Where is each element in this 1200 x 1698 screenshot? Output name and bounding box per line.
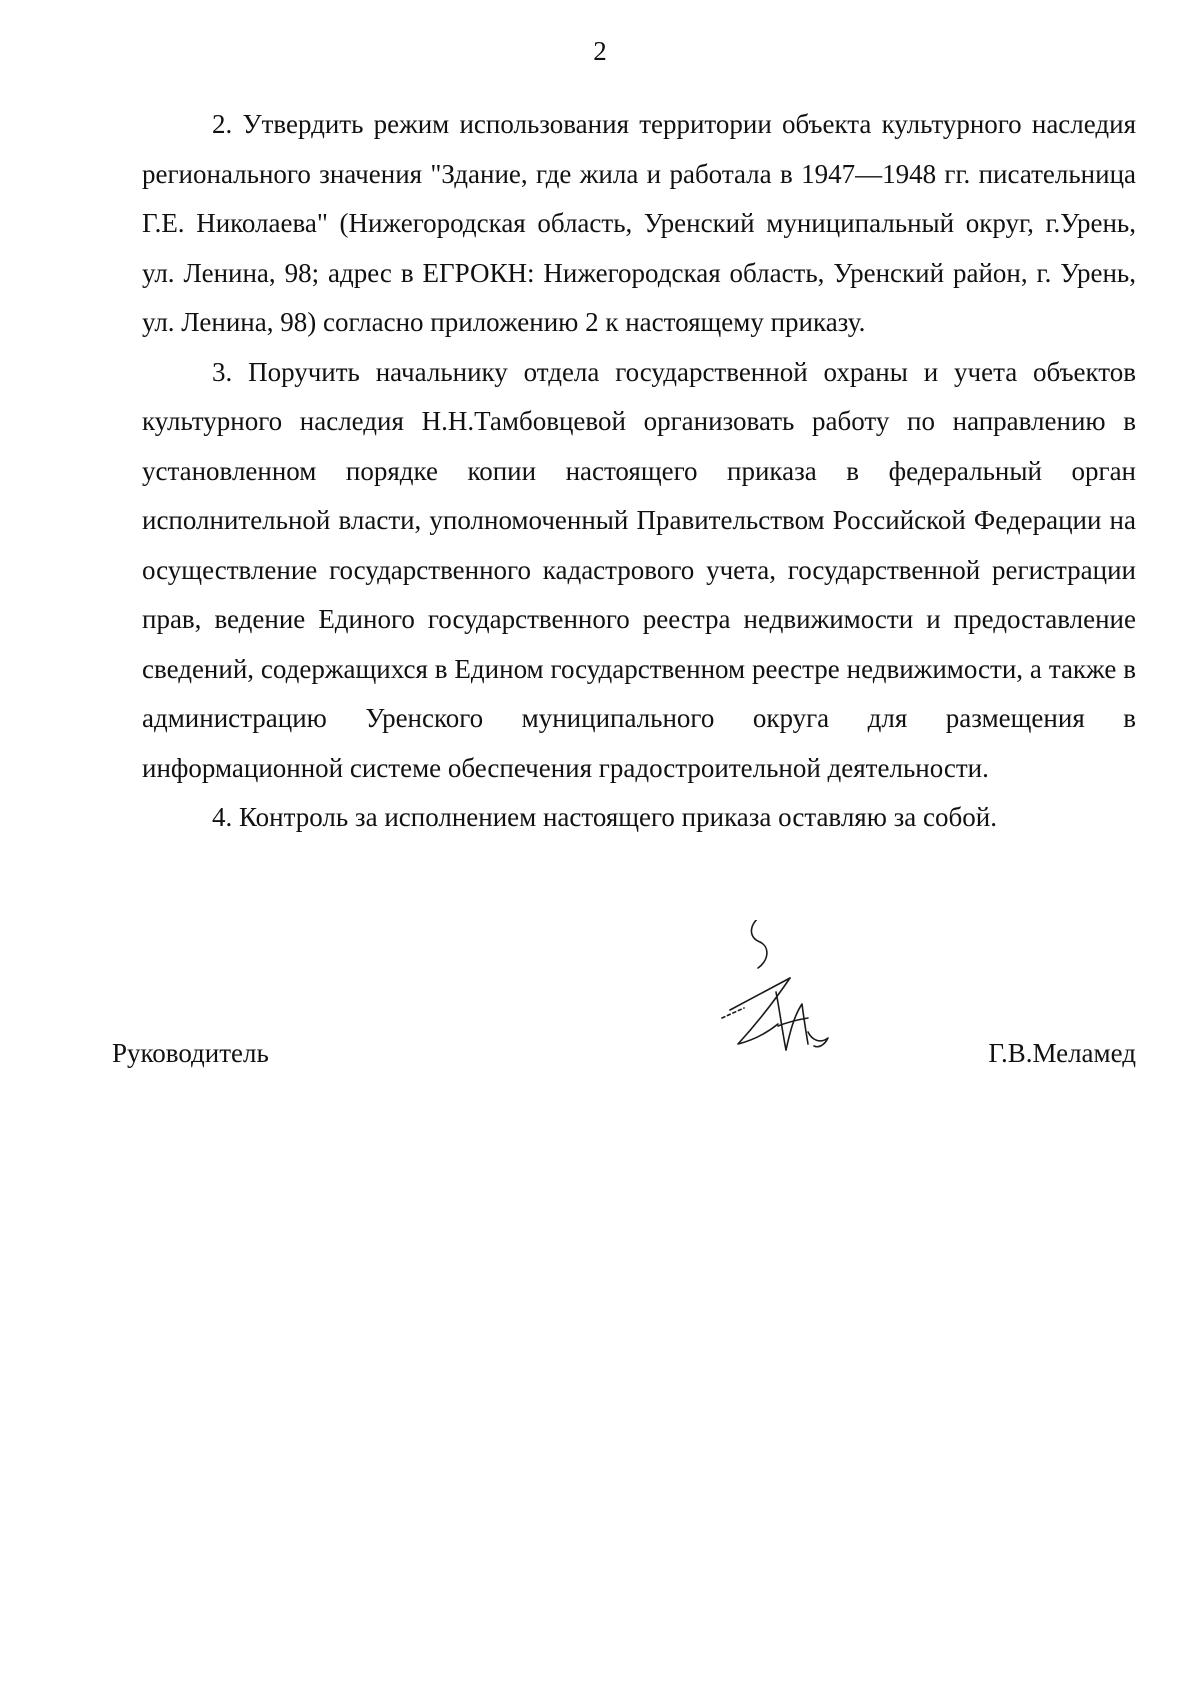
signature-block [112, 1028, 1136, 1078]
signer-title: Руководитель [112, 1038, 269, 1068]
paragraph-4: 4. Контроль за исполнением настоящего приказа оставляю за собой. [212, 802, 997, 832]
signature-stroke [730, 978, 790, 1010]
signature-stroke [722, 1008, 744, 1018]
paragraph-3: 3. Поручить начальнику отдела государственной охраны и учета объектов культурного наследия Н.Н.Тамбовцевой организовать работу по направлению в установленном порядке копии настоящего приказа в федеральный орган исполнительной власти, уполномоченный Правительством Российской Федерации на осуществление государственного кадастрового учета, государственной регистрации прав, ведение Единого государственного реестра недвижимости и предоставление сведений, содержащихся в Едином государственном реестре недвижимости, а также в администрацию Уренского муниципального округа для размещения в информационной системе обеспечения градостроительной деятельности. [142, 356, 1136, 783]
page-number: 2 [593, 36, 607, 66]
signature-stroke [751, 920, 766, 968]
signer-name: Г.В.Меламед [988, 1038, 1136, 1068]
document-body [142, 100, 1136, 843]
paragraph-2: 2. Утвердить режим использования территории объекта культурного наследия регионального значения "Здание, где жила и работала в 1947—1948 гг. писательница Г.Е. Николаева" (Нижегородская область, Уренский муниципальный округ, г.Урень, ул. Ленина, 98; адрес в ЕГРОКН: Нижегородская область, Уренский район, г. Урень, ул. Ленина, 98) согласно приложению 2 к настоящему приказу. [142, 109, 1136, 337]
